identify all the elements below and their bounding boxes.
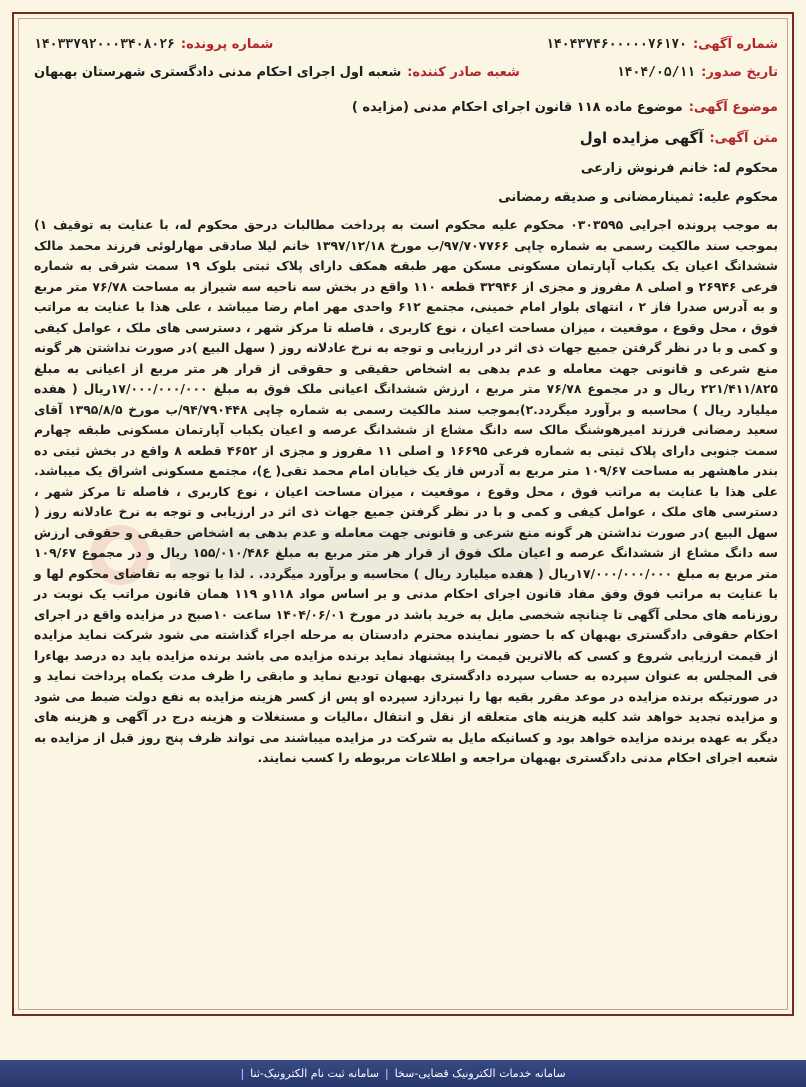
issue-date [617, 65, 778, 80]
ad-number-label: شماره آگهی: [692, 36, 778, 52]
header-row-2 [34, 58, 778, 86]
ad-number [546, 37, 778, 52]
notice-content [34, 30, 778, 769]
issuer-value: شعبه اول اجرای احکام مدنی دادگستری شهرستان بهبهان [34, 64, 402, 80]
subject [34, 100, 778, 115]
subject-label: موضوع آگهی: [688, 100, 778, 115]
issuer [34, 65, 520, 80]
defendant: محکوم علیه: ثمینارمضانی و صدیقه رمضانی [498, 190, 778, 205]
issue-date-label: تاریخ صدور: [701, 64, 778, 80]
subject-value: موضوع ماده ۱۱۸ قانون اجرای احکام مدنی (مزایده ) [351, 100, 683, 115]
notice-heading [34, 129, 778, 147]
issuer-label: شعبه صادر کننده: [407, 64, 520, 80]
notice-body: به موجب پرونده اجرایی ۰۳۰۳۵۹۵ محکوم علیه محکوم است به پرداخت مطالبات درحق محکوم له، با عنایت به توقیف ۱) بموجب سند مالکیت رسمی به شماره چاپی ۹۷/۷۰۷۷۶۶/ب مورخ ۱۳۹۷/۱۲/۱۸ خانم لیلا صادقی مهارلوئی فرزند محمد مالک ششدانگ اعیان یک یکباب آپارتمان مسکونی مسکن مهر طبقه همکف دارای پلاک ثبتی بلوک ۱۹ سمت شرقی به شماره فرعی ۲۶۹۴۶ و اصلی ۸ مفروز و مجزی از ۳۲۹۴۶ قطعه ۱۱۰ واقع در بخش سه ناحیه سه شیراز به مساحت ۷۶/۷۸ متر مربع و به آدرس صدرا فاز ۲ ، انتهای بلوار امام خمینی، مجتمع ۶۱۲ واحدی مهر امام رضا میباشد ، علی هذا با عنایت به مراتب فوق ، محل وقوع ، موقعیت ، میزان مساحت اعیان ، نوع کاربری ، فاصله تا مرکز شهر ، دسترسی های ملک ، عوامل کیفی و کمی و با در نظر گرفتن جمیع جهات ذی اثر در ارزیابی و توجه به نرخ عادلانه روز ( سهل البیع )در صورت نداشتن هر گونه منع شرعی و قانونی جهت معامله و عدم بدهی به اشخاص حقیقی و حقوقی از قرار هر متر مربع از اعیانی به مبلغ ۲۲۱/۴۱۱/۸۲۵ ریال و در مجموع ۷۶/۷۸ متر مربع ، ارزش ششدانگ اعیانی ملک فوق به مبلغ ۱۷/۰۰۰/۰۰۰/۰۰۰ریال ( هفده میلیارد ریال ) محاسبه و برآورد میگردد.۲)بموجب سند مالکیت رسمی به شماره چاپی ۹۴/۷۹۰۴۴۸/ب مورخ ۱۳۹۵/۸/۵ آقای سعید رمضانی فرزند امیرهوشنگ مالک سه دانگ مشاع از ششدانگ عرصه و اعیان یکباب آپارتمان مسکونی طبقه چهارم سمت جنوبی دارای پلاک ثبتی به شماره فرعی ۱۶۶۹۵ و اصلی ۱۱ مفروز و مجزی از ۴۶۵۲ قطعه ۸ واقع در بخش ثبتی ده بندر ماهشهر به مساحت ۱۰۹/۶۷ متر مربع به آدرس فاز یک خیابان امام محمد تقی( ع)، مجتمع مسکونی اشراق یک میباشد. علی هذا با عنایت به مراتب فوق ، محل وقوع ، موقعیت ، میزان مساحت اعیان ، نوع کاربری ، فاصله تا مرکز شهر ، دسترسی های ملک ، عوامل کیفی و کمی و با در نظر گرفتن جمیع جهات ذی اثر در ارزیابی و توجه به نرخ عادلانه روز ( سهل البیع )در صورت نداشتن هر گونه منع شرعی و قانونی جهت معامله و عدم بدهی به اشخاص حقیقی و حقوقی ارزش سه دانگ مشاع از ششدانگ عرصه و اعیان ملک فوق از قرار هر متر مربع به مبلغ ۱۵۵/۰۱۰/۴۸۶ ریال و در مجموع ۱۰۹/۶۷ متر مربع به مبلغ ۱۷/۰۰۰/۰۰۰/۰۰۰ریال ( هفده میلیارد ریال ) محاسبه و برآورد میگردد. . لذا با توجه به تقاضای محکوم لها و با عنایت به مراتب فوق وفق مفاد قانون اجرای احکام مدنی و بر اساس مواد ۱۱۸و ۱۱۹ همان قانون مراتب یک نوبت در روزنامه های محلی آگهی تا چنانچه شخصی مایل به خرید باشد در مورخ ۱۴۰۴/۰۶/۰۱ ساعت ۱۰صبح در مزایده واقع در اجرای احکام حقوقی دادگستری بهبهان که با حضور نماینده محترم دادستان به مرحله اجراء گذاشته می شود شرکت نماید مزایده از قیمت ارزیابی شروع و کسی که بالاترین قیمت را پیشنهاد نماید برنده مزایده می باشد برنده مزایده باید ده درصد بهاءرا فی المجلس به عنوان سپرده به حساب سپرده دادگستری بهبهان تودیع نماید و مابقی را ظرف مدت یکماه پرداخت نماید و در صورتیکه برنده مزایده در موعد مقرر بقیه بها را نپردازد سپرده او پس از کسر هزینه مزایده به نفع دولت ضبط می شود و مزایده تجدید خواهد شد کلیه هزینه های متعلقه از نقل و انتقال ،مالیات و مستغلات و هزینه درج در آگهی و هزینه های دیگر به عهده برنده مزایده خواهد بود و کسانیکه مایل به شرکت در مزایده میباشند می تواند ظرف پنج روز قبل از مزایده به شعبه اجرای احکام مدنی دادگستری بهبهان مراجعه و اطلاعات مربوطه را کسب نمایند. [34, 217, 779, 765]
issue-date-value: ۱۴۰۴/۰۵/۱۱ [616, 64, 696, 80]
text-label: متن آگهی: [709, 130, 778, 146]
plaintiff: محکوم له: خانم فرنوش زارعی [580, 161, 778, 176]
case-number-label: شماره پرونده: [180, 36, 274, 52]
footer-link-sana[interactable]: سامانه ثبت نام الکترونیک-ثنا [250, 1067, 379, 1080]
footer-link-sakha[interactable]: سامانه خدمات الکترونیک قضایی-سخا [394, 1067, 566, 1080]
case-number-value: ۱۴۰۳۳۷۹۲۰۰۰۳۴۰۸۰۲۶ [34, 36, 175, 52]
header-row-1 [34, 30, 778, 58]
notice-title: آگهی مزایده اول [579, 129, 704, 147]
footer-bar [0, 1060, 806, 1087]
ad-number-value: ۱۴۰۴۳۷۴۶۰۰۰۰۰۷۶۱۷۰ [546, 36, 687, 52]
footer-separator-end: | [240, 1067, 245, 1080]
case-number [34, 37, 273, 52]
footer-separator: | [384, 1067, 389, 1080]
